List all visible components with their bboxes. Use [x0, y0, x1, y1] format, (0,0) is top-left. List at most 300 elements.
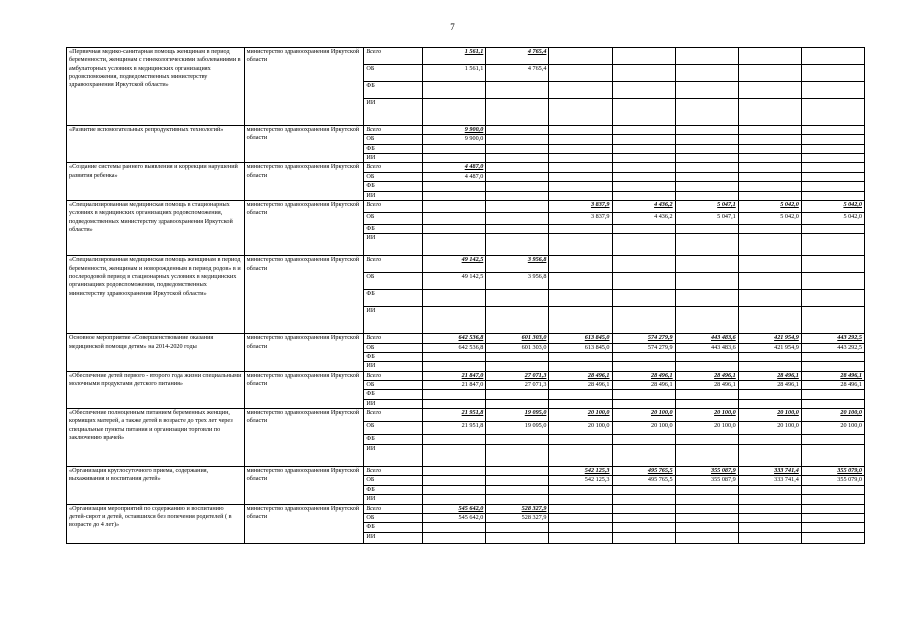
- funding-source-code: ОБ: [364, 513, 423, 522]
- amount-cell: [738, 290, 801, 307]
- amount-cell: [549, 390, 612, 399]
- amount-cell: [612, 495, 675, 504]
- amount-cell: [738, 99, 801, 126]
- amount-cell: [423, 390, 486, 399]
- amount-cell: [486, 445, 549, 467]
- amount-cell: [675, 82, 738, 99]
- amount-cell: 5 047,1: [675, 212, 738, 224]
- table-row: [67, 409, 865, 422]
- amount-cell: 443 292,5: [801, 334, 864, 343]
- amount-cell: [612, 48, 675, 65]
- amount-cell: 28 496,1: [675, 381, 738, 390]
- funding-source-code: ИИ: [364, 495, 423, 504]
- amount-cell: [612, 191, 675, 200]
- amount-cell: [738, 163, 801, 172]
- amount-cell: [612, 224, 675, 233]
- amount-cell: [675, 485, 738, 494]
- amount-cell: [801, 352, 864, 361]
- amount-cell: 4 436,2: [612, 200, 675, 212]
- amount-cell: [801, 362, 864, 371]
- amount-cell: 355 079,0: [801, 476, 864, 485]
- amount-cell: [675, 99, 738, 126]
- amount-cell: 20 100,0: [612, 422, 675, 435]
- amount-cell: [612, 307, 675, 334]
- table-row: [67, 48, 865, 65]
- amount-cell: [486, 135, 549, 144]
- amount-cell: 4 487,0: [423, 172, 486, 181]
- responsible-organization: министерство здравоохранения Иркутской области: [244, 126, 364, 163]
- amount-cell: 542 125,3: [549, 476, 612, 485]
- amount-cell: [801, 99, 864, 126]
- amount-cell: [486, 224, 549, 233]
- amount-cell: 574 279,9: [612, 334, 675, 343]
- amount-cell: [423, 224, 486, 233]
- amount-cell: [675, 135, 738, 144]
- amount-cell: [486, 390, 549, 399]
- funding-source-code: ОБ: [364, 65, 423, 82]
- table-row: [67, 163, 865, 172]
- amount-cell: [675, 256, 738, 273]
- funding-source-code: ОБ: [364, 172, 423, 181]
- amount-cell: [549, 135, 612, 144]
- amount-cell: [486, 467, 549, 476]
- amount-cell: [738, 485, 801, 494]
- amount-cell: [675, 513, 738, 522]
- activity-name: «Специализированная медицинская помощь женщинам в период беременности, женщинам и новорожденным в период родов» в и послеродовой период в стационарных условиях в медицинских организациях родовспоможения, подведомственных министерству здравоохранения Иркутской области»: [67, 256, 245, 334]
- amount-cell: [549, 504, 612, 513]
- amount-cell: 28 496,1: [738, 371, 801, 380]
- amount-cell: [801, 65, 864, 82]
- amount-cell: [738, 172, 801, 181]
- amount-cell: [801, 82, 864, 99]
- amount-cell: 20 100,0: [612, 409, 675, 422]
- amount-cell: [801, 48, 864, 65]
- amount-cell: [423, 99, 486, 126]
- amount-cell: [612, 65, 675, 82]
- amount-cell: [801, 135, 864, 144]
- amount-cell: [738, 256, 801, 273]
- amount-cell: [675, 290, 738, 307]
- amount-cell: 495 765,5: [612, 476, 675, 485]
- amount-cell: 20 100,0: [738, 422, 801, 435]
- amount-cell: [801, 154, 864, 163]
- amount-cell: [423, 82, 486, 99]
- amount-cell: [612, 352, 675, 361]
- amount-cell: [486, 234, 549, 256]
- amount-cell: [423, 234, 486, 256]
- responsible-organization: министерство здравоохранения Иркутской области: [244, 163, 364, 200]
- amount-cell: 49 142,5: [423, 256, 486, 273]
- amount-cell: 613 845,0: [549, 334, 612, 343]
- amount-cell: [612, 290, 675, 307]
- amount-cell: [612, 399, 675, 408]
- amount-cell: 443 483,6: [675, 334, 738, 343]
- amount-cell: [612, 390, 675, 399]
- amount-cell: [801, 390, 864, 399]
- amount-cell: [675, 352, 738, 361]
- amount-cell: [675, 144, 738, 153]
- amount-cell: 20 100,0: [549, 422, 612, 435]
- funding-source-code: ФБ: [364, 485, 423, 494]
- amount-cell: [423, 523, 486, 532]
- amount-cell: [738, 435, 801, 445]
- amount-cell: [423, 532, 486, 543]
- amount-cell: [423, 362, 486, 371]
- amount-cell: 642 536,8: [423, 343, 486, 352]
- amount-cell: 3 837,9: [549, 212, 612, 224]
- amount-cell: [549, 532, 612, 543]
- amount-cell: [612, 445, 675, 467]
- funding-source-code: ОБ: [364, 135, 423, 144]
- amount-cell: [549, 163, 612, 172]
- amount-cell: [549, 99, 612, 126]
- amount-cell: [549, 191, 612, 200]
- amount-cell: [801, 399, 864, 408]
- funding-source-code: ИИ: [364, 307, 423, 334]
- amount-cell: [612, 523, 675, 532]
- amount-cell: [423, 399, 486, 408]
- amount-cell: [549, 154, 612, 163]
- activity-name: «Организация мероприятий по содержанию и воспитанию детей-сирот и детей, оставшихся без попечения родителей ( в возрасте до 4 лет)»: [67, 504, 245, 543]
- amount-cell: [675, 307, 738, 334]
- responsible-organization: министерство здравоохранения Иркутской области: [244, 409, 364, 467]
- funding-source-code: ИИ: [364, 362, 423, 371]
- responsible-organization: министерство здравоохранения Иркутской области: [244, 48, 364, 126]
- amount-cell: [801, 495, 864, 504]
- amount-cell: [423, 182, 486, 191]
- amount-cell: 20 100,0: [738, 409, 801, 422]
- amount-cell: [675, 182, 738, 191]
- amount-cell: [675, 65, 738, 82]
- funding-source-code: Всего: [364, 504, 423, 513]
- amount-cell: [486, 154, 549, 163]
- amount-cell: [738, 48, 801, 65]
- amount-cell: 19 095,0: [486, 409, 549, 422]
- activity-name: «Обеспечение полноценным питанием беременных женщин, кормящих матерей, а также детей в возрасте до трех лет через специальные пункты питания и организации торговли по заключению врачей»: [67, 409, 245, 467]
- funding-source-code: ОБ: [364, 273, 423, 290]
- funding-source-code: ФБ: [364, 435, 423, 445]
- amount-cell: [423, 495, 486, 504]
- funding-source-code: ФБ: [364, 290, 423, 307]
- amount-cell: [486, 435, 549, 445]
- amount-cell: 9 900,0: [423, 126, 486, 135]
- responsible-organization: министерство здравоохранения Иркутской области: [244, 504, 364, 543]
- amount-cell: [738, 504, 801, 513]
- amount-cell: 1 561,1: [423, 65, 486, 82]
- amount-cell: [549, 273, 612, 290]
- responsible-organization: министерство здравоохранения Иркутской области: [244, 371, 364, 408]
- amount-cell: [801, 513, 864, 522]
- amount-cell: [549, 182, 612, 191]
- amount-cell: [612, 362, 675, 371]
- amount-cell: [675, 273, 738, 290]
- amount-cell: [549, 234, 612, 256]
- funding-source-code: ФБ: [364, 182, 423, 191]
- funding-source-code: ИИ: [364, 191, 423, 200]
- funding-source-code: Всего: [364, 200, 423, 212]
- amount-cell: [486, 163, 549, 172]
- amount-cell: [612, 182, 675, 191]
- table-row: [67, 334, 865, 343]
- amount-cell: [612, 135, 675, 144]
- amount-cell: 19 095,0: [486, 422, 549, 435]
- amount-cell: [549, 523, 612, 532]
- amount-cell: [486, 532, 549, 543]
- amount-cell: [423, 307, 486, 334]
- amount-cell: [423, 352, 486, 361]
- amount-cell: [423, 191, 486, 200]
- amount-cell: 545 642,0: [423, 513, 486, 522]
- table-row: [67, 256, 865, 273]
- amount-cell: 5 042,0: [738, 200, 801, 212]
- amount-cell: [486, 191, 549, 200]
- amount-cell: [612, 144, 675, 153]
- amount-cell: [486, 172, 549, 181]
- funding-source-code: ИИ: [364, 399, 423, 408]
- amount-cell: [738, 82, 801, 99]
- amount-cell: [801, 234, 864, 256]
- amount-cell: [675, 532, 738, 543]
- amount-cell: [738, 126, 801, 135]
- amount-cell: 20 100,0: [675, 422, 738, 435]
- amount-cell: [612, 532, 675, 543]
- page-number: 7: [450, 22, 455, 32]
- amount-cell: [801, 182, 864, 191]
- amount-cell: [801, 224, 864, 233]
- amount-cell: [675, 445, 738, 467]
- amount-cell: [738, 532, 801, 543]
- amount-cell: 574 279,9: [612, 343, 675, 352]
- amount-cell: [549, 399, 612, 408]
- table-row: [67, 126, 865, 135]
- amount-cell: 20 100,0: [801, 409, 864, 422]
- amount-cell: 355 087,9: [675, 476, 738, 485]
- amount-cell: [738, 390, 801, 399]
- amount-cell: [612, 234, 675, 256]
- amount-cell: 21 847,0: [423, 381, 486, 390]
- amount-cell: [738, 182, 801, 191]
- amount-cell: [612, 504, 675, 513]
- amount-cell: [675, 154, 738, 163]
- activity-name: «Создание системы раннего выявления и коррекции нарушений развития ребенка»: [67, 163, 245, 200]
- amount-cell: 1 561,1: [423, 48, 486, 65]
- amount-cell: [486, 399, 549, 408]
- amount-cell: [738, 352, 801, 361]
- amount-cell: 28 496,1: [612, 381, 675, 390]
- amount-cell: 27 071,3: [486, 381, 549, 390]
- amount-cell: [549, 65, 612, 82]
- amount-cell: [549, 144, 612, 153]
- amount-cell: 3 956,8: [486, 273, 549, 290]
- amount-cell: [612, 513, 675, 522]
- amount-cell: [675, 390, 738, 399]
- amount-cell: 20 100,0: [801, 422, 864, 435]
- funding-source-code: Всего: [364, 467, 423, 476]
- amount-cell: [801, 290, 864, 307]
- amount-cell: 9 900,0: [423, 135, 486, 144]
- amount-cell: [738, 399, 801, 408]
- amount-cell: [675, 163, 738, 172]
- amount-cell: [549, 445, 612, 467]
- funding-source-code: Всего: [364, 126, 423, 135]
- amount-cell: [486, 82, 549, 99]
- amount-cell: [801, 307, 864, 334]
- amount-cell: 28 496,1: [549, 371, 612, 380]
- amount-cell: [486, 290, 549, 307]
- amount-cell: 601 303,0: [486, 334, 549, 343]
- amount-cell: [738, 234, 801, 256]
- amount-cell: [486, 476, 549, 485]
- amount-cell: 355 087,9: [675, 467, 738, 476]
- amount-cell: [801, 144, 864, 153]
- amount-cell: [486, 212, 549, 224]
- amount-cell: 4 436,2: [612, 212, 675, 224]
- amount-cell: 642 536,8: [423, 334, 486, 343]
- amount-cell: [486, 352, 549, 361]
- amount-cell: [801, 485, 864, 494]
- amount-cell: [612, 154, 675, 163]
- amount-cell: 5 042,0: [801, 200, 864, 212]
- responsible-organization: министерство здравоохранения Иркутской области: [244, 467, 364, 504]
- amount-cell: 4 487,0: [423, 163, 486, 172]
- amount-cell: [549, 495, 612, 504]
- amount-cell: [801, 126, 864, 135]
- table-row: [67, 200, 865, 212]
- amount-cell: [486, 495, 549, 504]
- funding-source-code: Всего: [364, 163, 423, 172]
- amount-cell: [486, 126, 549, 135]
- amount-cell: [612, 273, 675, 290]
- amount-cell: [486, 362, 549, 371]
- amount-cell: 49 142,5: [423, 273, 486, 290]
- amount-cell: [549, 362, 612, 371]
- table-row: [67, 467, 865, 476]
- amount-cell: [801, 504, 864, 513]
- amount-cell: [801, 523, 864, 532]
- amount-cell: 421 954,9: [738, 343, 801, 352]
- amount-cell: [675, 224, 738, 233]
- amount-cell: 355 079,0: [801, 467, 864, 476]
- amount-cell: 542 125,3: [549, 467, 612, 476]
- amount-cell: 495 765,5: [612, 467, 675, 476]
- amount-cell: [801, 191, 864, 200]
- amount-cell: [486, 523, 549, 532]
- amount-cell: [486, 99, 549, 126]
- amount-cell: [612, 126, 675, 135]
- funding-source-code: ФБ: [364, 82, 423, 99]
- amount-cell: [801, 163, 864, 172]
- amount-cell: [612, 485, 675, 494]
- amount-cell: [738, 273, 801, 290]
- amount-cell: 5 042,0: [738, 212, 801, 224]
- funding-source-code: ОБ: [364, 212, 423, 224]
- amount-cell: [423, 200, 486, 212]
- amount-cell: [738, 135, 801, 144]
- amount-cell: [675, 495, 738, 504]
- amount-cell: [486, 307, 549, 334]
- amount-cell: 27 071,3: [486, 371, 549, 380]
- amount-cell: [738, 523, 801, 532]
- amount-cell: [549, 172, 612, 181]
- funding-source-code: ИИ: [364, 99, 423, 126]
- amount-cell: [675, 48, 738, 65]
- amount-cell: 21 951,8: [423, 409, 486, 422]
- amount-cell: [486, 200, 549, 212]
- amount-cell: [801, 172, 864, 181]
- funding-source-code: ИИ: [364, 154, 423, 163]
- amount-cell: [738, 513, 801, 522]
- amount-cell: 28 496,1: [675, 371, 738, 380]
- amount-cell: [549, 513, 612, 522]
- amount-cell: [675, 399, 738, 408]
- responsible-organization: министерство здравоохранения Иркутской области: [244, 200, 364, 255]
- amount-cell: [738, 307, 801, 334]
- amount-cell: [738, 495, 801, 504]
- activity-name: «Первичная медико-санитарная помощь женщинам в период беременности, женщинам с гинекологическими заболеваниями в амбулаторных условиях в медицинских организациях родовспоможения, подведомственных министерству здравоохранения Иркутской области»: [67, 48, 245, 126]
- amount-cell: [738, 224, 801, 233]
- amount-cell: [801, 273, 864, 290]
- amount-cell: [423, 154, 486, 163]
- activity-name: «Специализированная медицинская помощь в стационарных условиях в медицинских организациях родовспоможения, подведомственных министерству здравоохранения Иркутской области»: [67, 200, 245, 255]
- amount-cell: [549, 82, 612, 99]
- funding-source-code: ФБ: [364, 390, 423, 399]
- amount-cell: [738, 362, 801, 371]
- funding-source-code: Всего: [364, 334, 423, 343]
- amount-cell: 333 741,4: [738, 476, 801, 485]
- amount-cell: [675, 435, 738, 445]
- amount-cell: 28 496,1: [549, 381, 612, 390]
- amount-cell: [549, 126, 612, 135]
- funding-source-code: Всего: [364, 371, 423, 380]
- amount-cell: 528 327,9: [486, 504, 549, 513]
- amount-cell: [738, 144, 801, 153]
- amount-cell: [423, 445, 486, 467]
- table-row: [67, 371, 865, 380]
- amount-cell: [675, 126, 738, 135]
- amount-cell: 4 765,4: [486, 48, 549, 65]
- funding-source-code: Всего: [364, 48, 423, 65]
- amount-cell: 421 954,9: [738, 334, 801, 343]
- amount-cell: [423, 467, 486, 476]
- amount-cell: 545 642,0: [423, 504, 486, 513]
- amount-cell: 3 837,9: [549, 200, 612, 212]
- amount-cell: [549, 48, 612, 65]
- amount-cell: 5 047,1: [675, 200, 738, 212]
- amount-cell: [549, 307, 612, 334]
- amount-cell: [675, 523, 738, 532]
- funding-source-code: Всего: [364, 256, 423, 273]
- amount-cell: [549, 485, 612, 494]
- responsible-organization: министерство здравоохранения Иркутской области: [244, 334, 364, 371]
- funding-source-code: Всего: [364, 409, 423, 422]
- amount-cell: [612, 163, 675, 172]
- amount-cell: [675, 362, 738, 371]
- amount-cell: [423, 144, 486, 153]
- funding-source-code: ОБ: [364, 422, 423, 435]
- amount-cell: [486, 182, 549, 191]
- amount-cell: [612, 435, 675, 445]
- amount-cell: 28 496,1: [801, 371, 864, 380]
- amount-cell: [549, 435, 612, 445]
- amount-cell: [486, 144, 549, 153]
- funding-source-code: ФБ: [364, 144, 423, 153]
- funding-source-code: ОБ: [364, 343, 423, 352]
- amount-cell: 28 496,1: [612, 371, 675, 380]
- amount-cell: 28 496,1: [738, 381, 801, 390]
- amount-cell: [738, 154, 801, 163]
- activity-name: «Организация круглосуточного приема, содержания, выхаживания и воспитания детей»: [67, 467, 245, 504]
- amount-cell: 5 042,0: [801, 212, 864, 224]
